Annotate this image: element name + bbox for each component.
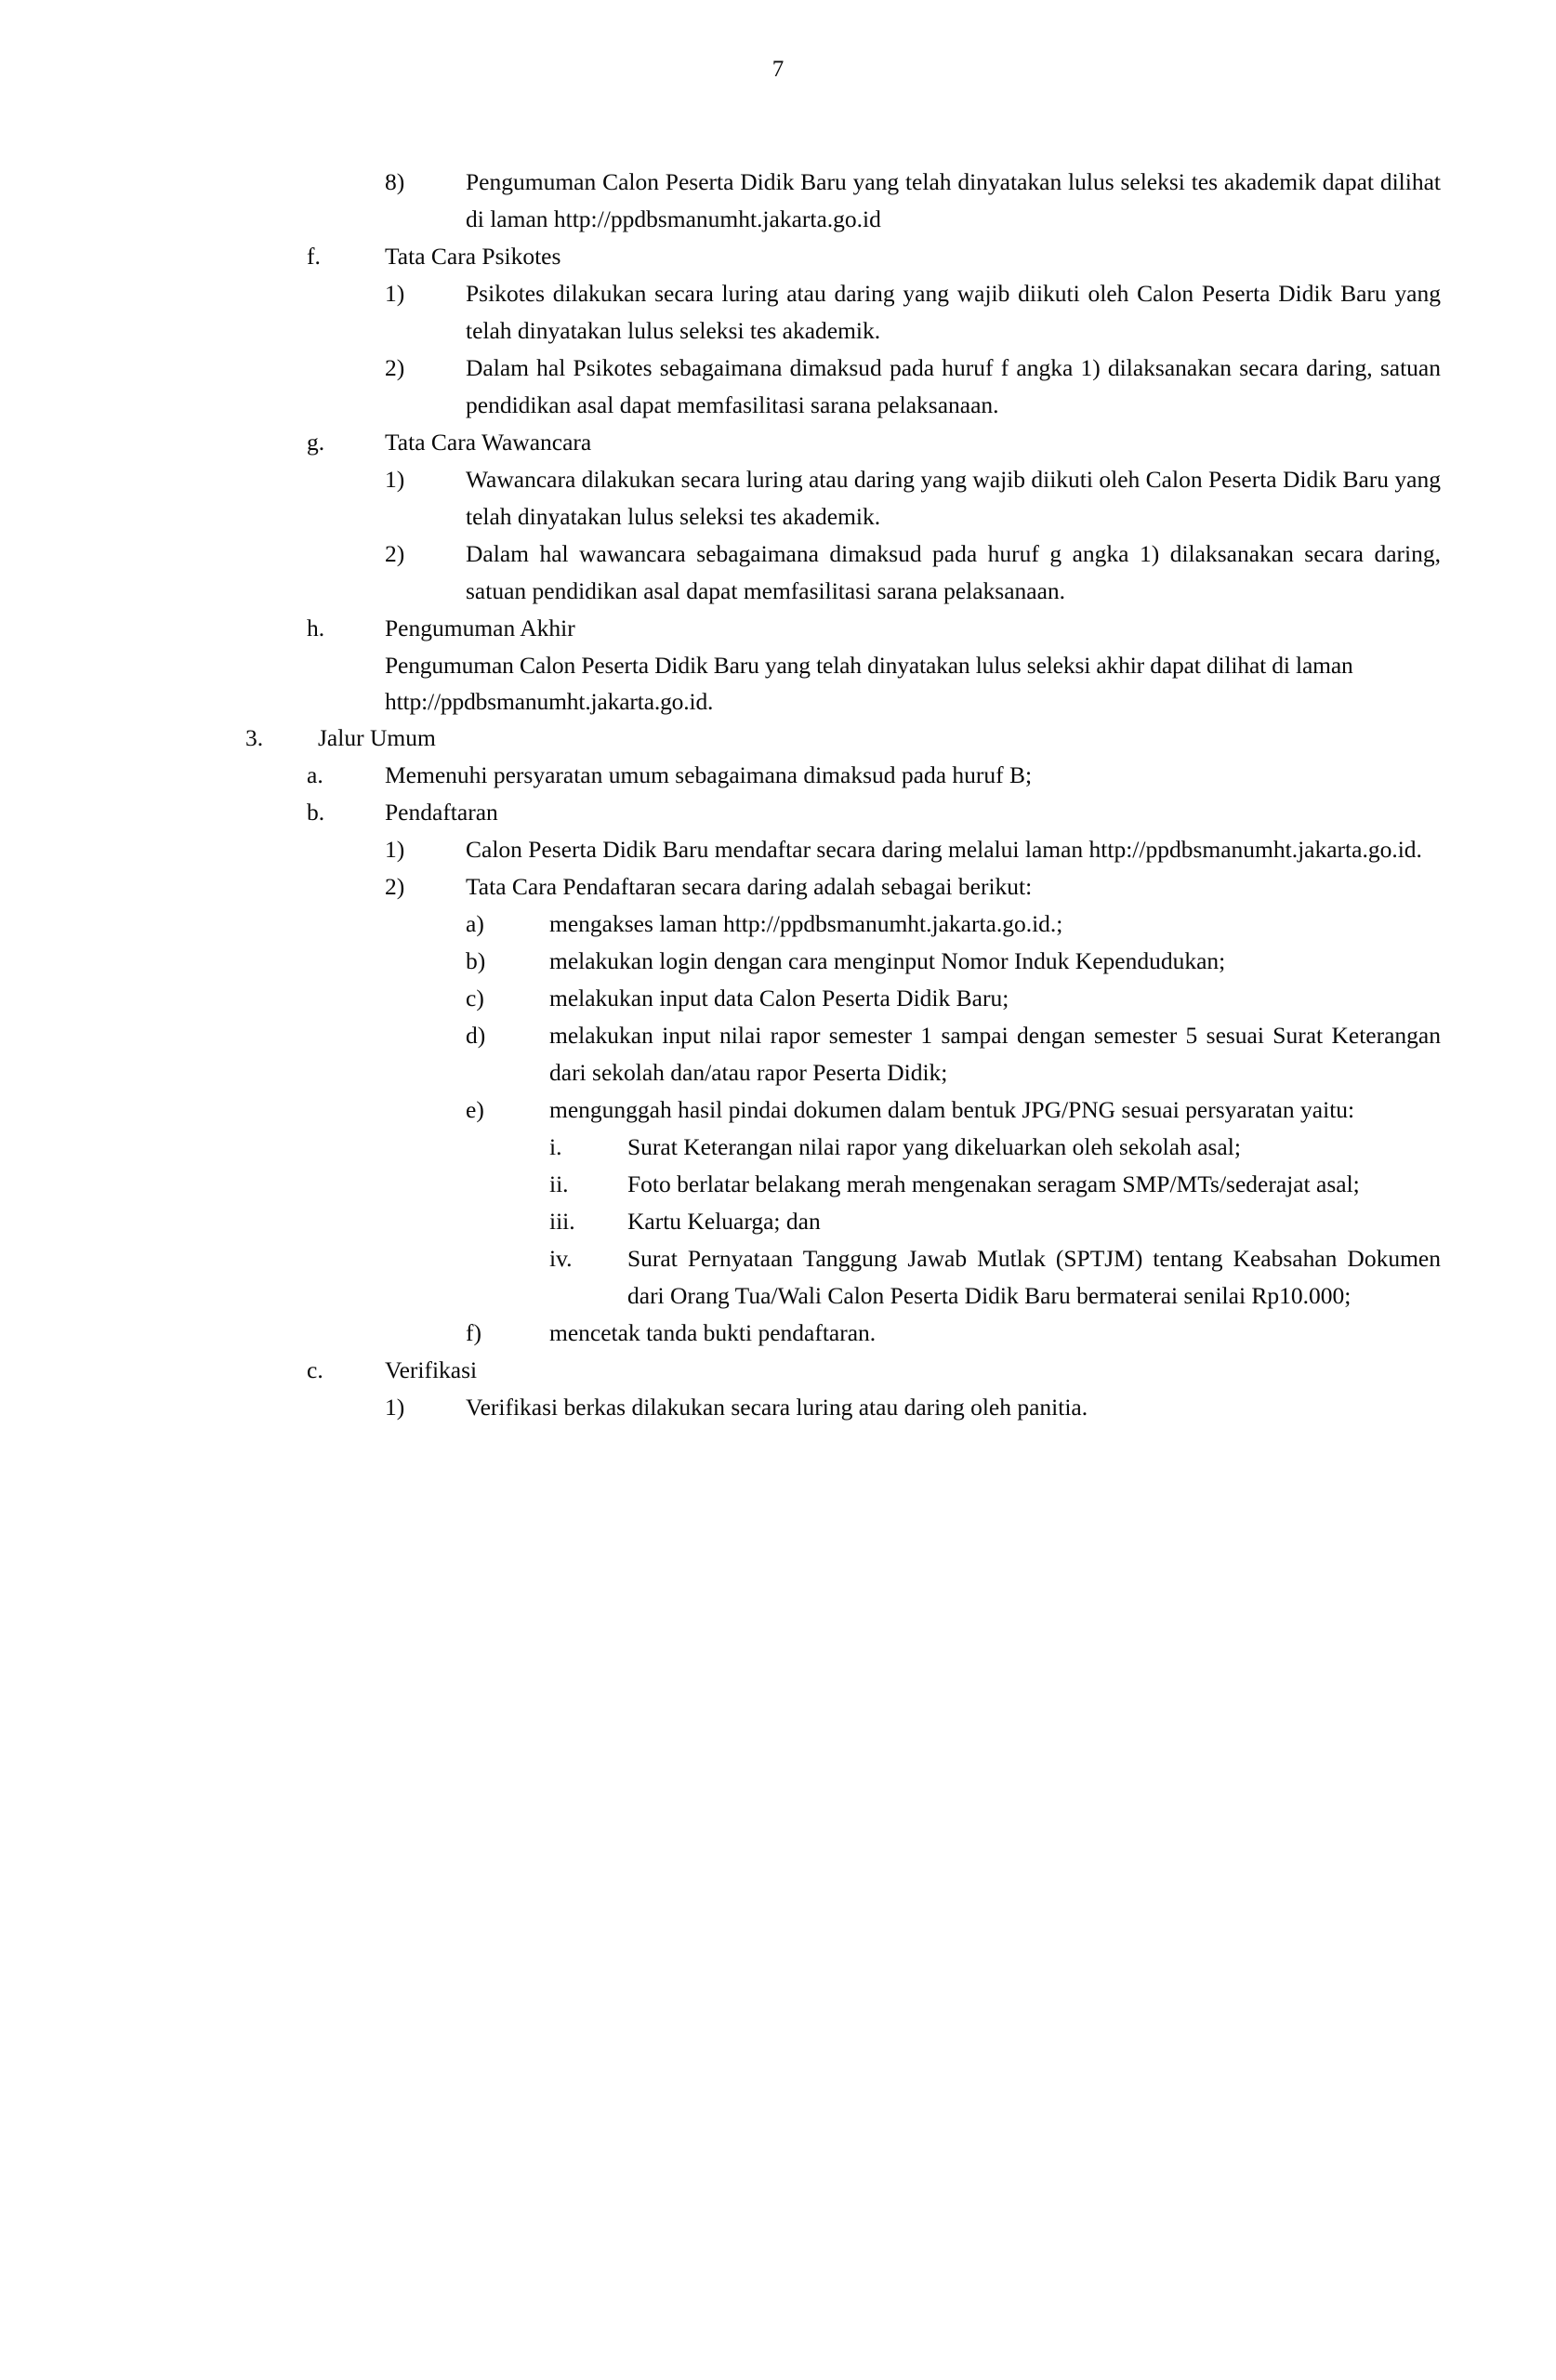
list-marker: b. (307, 799, 325, 826)
list-marker: 2) (385, 354, 405, 381)
list-item (0, 1240, 1556, 1315)
list-text: Surat Keterangan nilai rapor yang dikeluarkan oleh sekolah asal; (627, 1133, 1241, 1160)
list-item (0, 868, 1556, 906)
list-text: Memenuhi persyaratan umum sebagaimana dimaksud pada huruf B; (385, 761, 1033, 788)
page-number: 7 (771, 57, 785, 82)
list-item (0, 1203, 1556, 1240)
list-heading: Jalur Umum (318, 724, 436, 751)
list-marker: 8) (385, 168, 405, 195)
list-marker: 3. (245, 724, 264, 751)
list-text: melakukan login dengan cara menginput Nomor Induk Kependudukan; (549, 947, 1226, 974)
list-text: Surat Pernyataan Tanggung Jawab Mutlak (SPTJM) tentang Keabsahan Dokumen dari Orang Tua/Wali Calon Peserta Didik Baru bermaterai senilai Rp10.000; (627, 1245, 1441, 1309)
list-item (0, 610, 1556, 647)
list-item (0, 831, 1556, 868)
list-item (0, 980, 1556, 1017)
paragraph: Pengumuman Calon Peserta Didik Baru yang telah dinyatakan lulus seleksi akhir dapat dilihat di laman http://ppdbsmanumht.jakarta.go.id. (385, 652, 1353, 715)
list-marker: 1) (385, 836, 405, 863)
list-text: Psikotes dilakukan secara luring atau daring yang wajib diikuti oleh Calon Peserta Didik Baru yang telah dinyatakan lulus seleksi tes akademik. (466, 280, 1441, 344)
list-marker: b) (466, 947, 486, 974)
list-item (0, 238, 1556, 275)
list-marker: f. (307, 243, 321, 270)
list-marker: 1) (385, 1394, 405, 1421)
list-marker: c. (307, 1356, 323, 1383)
list-item (0, 1352, 1556, 1389)
list-item (0, 461, 1556, 536)
list-text: mengunggah hasil pindai dokumen dalam bentuk JPG/PNG sesuai persyaratan yaitu: (549, 1096, 1355, 1123)
list-heading: Pendaftaran (385, 799, 498, 826)
list-item (0, 1129, 1556, 1166)
list-marker: 2) (385, 540, 405, 567)
list-text: Verifikasi berkas dilakukan secara luring atau daring oleh panitia. (466, 1394, 1088, 1421)
list-text: mencetak tanda bukti pendaftaran. (549, 1319, 877, 1346)
list-heading: Pengumuman Akhir (385, 615, 575, 641)
list-text: mengakses laman http://ppdbsmanumht.jakarta.go.id.; (549, 910, 1063, 937)
list-marker: 2) (385, 873, 405, 900)
list-item (0, 164, 1556, 238)
list-marker: c) (466, 985, 484, 1012)
list-marker: g. (307, 429, 325, 456)
list-heading: Tata Cara Psikotes (385, 243, 561, 270)
list-item (0, 906, 1556, 943)
list-marker: d) (466, 1022, 486, 1049)
list-text: Tata Cara Pendaftaran secara daring adalah sebagai berikut: (466, 873, 1033, 900)
list-item (0, 943, 1556, 980)
list-text: Foto berlatar belakang merah mengenakan seragam SMP/MTs/sederajat asal; (627, 1170, 1360, 1197)
list-item (0, 424, 1556, 461)
page-content (0, 164, 1556, 1426)
list-text: Pengumuman Calon Peserta Didik Baru yang telah dinyatakan lulus seleksi tes akademik dapat dilihat di laman http://ppdbsmanumht.jakarta.go.id (466, 168, 1441, 232)
list-item (0, 536, 1556, 610)
list-item (0, 275, 1556, 350)
list-item (0, 794, 1556, 831)
list-text: melakukan input nilai rapor semester 1 sampai dengan semester 5 sesuai Surat Keterangan dari sekolah dan/atau rapor Peserta Didik; (549, 1022, 1441, 1086)
list-text: Dalam hal Psikotes sebagaimana dimaksud pada huruf f angka 1) dilaksanakan secara daring, satuan pendidikan asal dapat memfasilitasi sarana pelaksanaan. (466, 354, 1441, 418)
list-marker: iv. (549, 1245, 573, 1272)
list-item (0, 1017, 1556, 1091)
list-item (0, 720, 1556, 757)
list-item (0, 350, 1556, 424)
list-marker: iii. (549, 1208, 575, 1235)
list-item (0, 1389, 1556, 1426)
list-text: melakukan input data Calon Peserta Didik Baru; (549, 985, 1009, 1012)
list-heading: Verifikasi (385, 1356, 478, 1383)
list-text: Wawancara dilakukan secara luring atau daring yang wajib diikuti oleh Calon Peserta Didik Baru yang telah dinyatakan lulus seleksi tes akademik. (466, 466, 1441, 530)
list-item (0, 1091, 1556, 1129)
list-marker: 1) (385, 280, 405, 307)
list-text: Kartu Keluarga; dan (627, 1208, 821, 1235)
list-marker: e) (466, 1096, 484, 1123)
list-item (0, 1166, 1556, 1203)
list-text: Calon Peserta Didik Baru mendaftar secara daring melalui laman http://ppdbsmanumht.jakarta.go.id. (466, 836, 1422, 863)
list-marker: a) (466, 910, 484, 937)
list-item (0, 1315, 1556, 1352)
list-heading: Tata Cara Wawancara (385, 429, 592, 456)
list-marker: ii. (549, 1170, 569, 1197)
list-marker: f) (466, 1319, 481, 1346)
list-marker: i. (549, 1133, 562, 1160)
list-marker: h. (307, 615, 325, 641)
list-item (0, 757, 1556, 794)
list-marker: 1) (385, 466, 405, 493)
list-marker: a. (307, 761, 323, 788)
list-text: Dalam hal wawancara sebagaimana dimaksud pada huruf g angka 1) dilaksanakan secara daring, satuan pendidikan asal dapat memfasilitasi sarana pelaksanaan. (466, 540, 1441, 604)
